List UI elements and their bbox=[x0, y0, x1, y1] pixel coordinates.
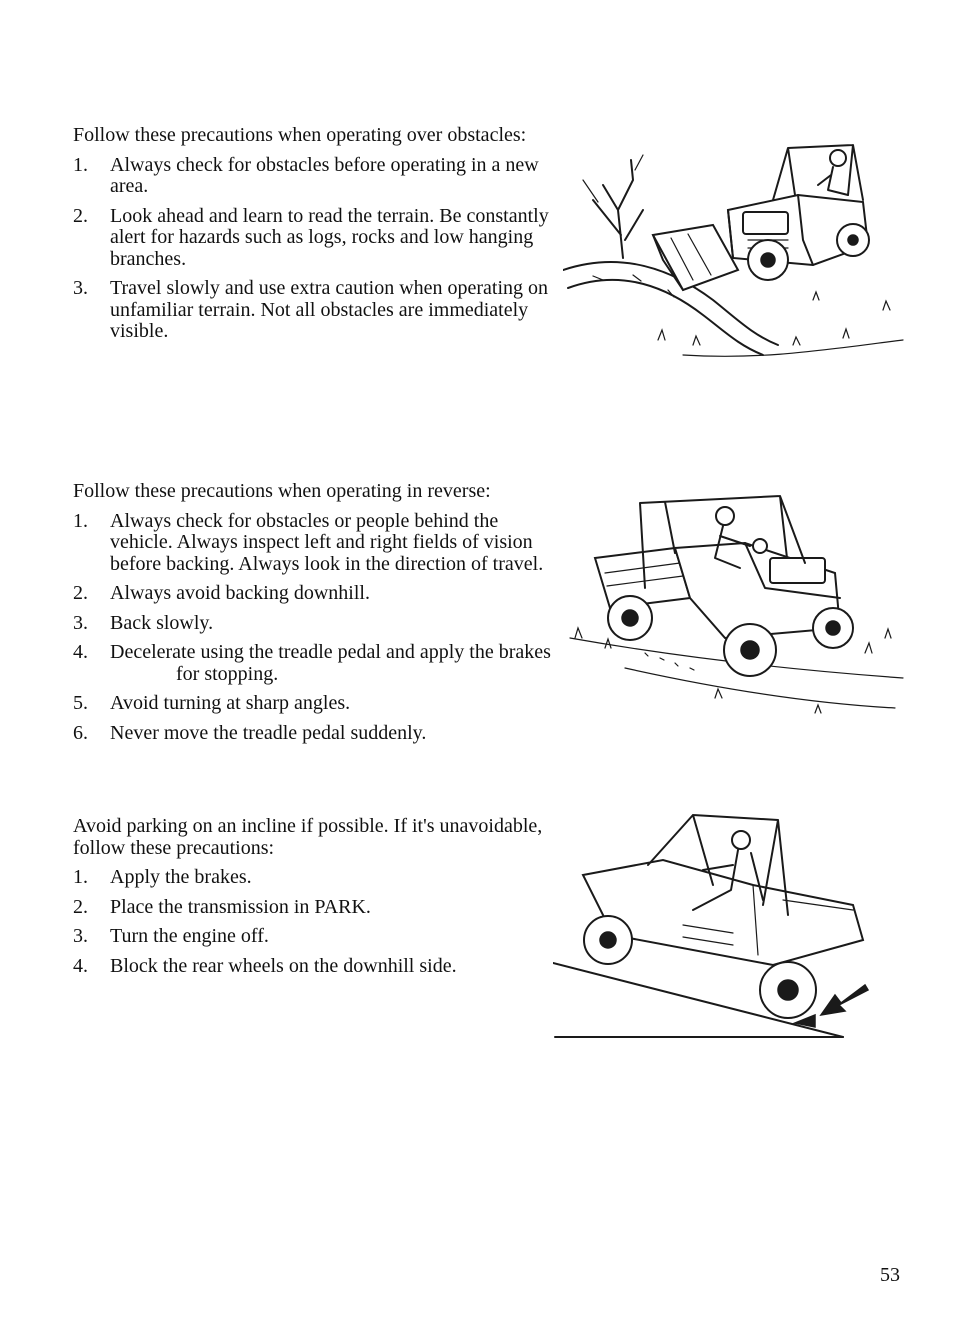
reverse-steps bbox=[73, 511, 551, 745]
utv-incline-parking-illustration bbox=[553, 805, 898, 1045]
list-item: 5. Avoid turning at sharp angles. bbox=[73, 692, 351, 714]
list-item: 4. Decelerate using the treadle pedal and apply the brakesfor stopping. bbox=[73, 641, 551, 685]
list-item: 2. Always avoid backing downhill. bbox=[73, 582, 370, 604]
reverse-section bbox=[73, 481, 551, 752]
obstacles-steps bbox=[73, 155, 551, 343]
obstacles-section bbox=[73, 125, 551, 351]
utv-reverse-illustration bbox=[565, 488, 907, 728]
list-item: 2. Place the transmission in PARK. bbox=[73, 895, 371, 918]
page-number: 53 bbox=[880, 1264, 900, 1286]
reverse-intro: Follow these precautions when operating in reverse: bbox=[73, 480, 491, 502]
parking-intro: Avoid parking on an incline if possible. If it's unavoidable, follow these precautions: bbox=[73, 815, 543, 859]
list-item: 3. Back slowly. bbox=[73, 611, 214, 634]
list-item: 3. Travel slowly and use extra caution when operating on unfamiliar terrain. Not all obstacles are immediately visible. bbox=[73, 277, 549, 342]
parking-steps bbox=[73, 867, 551, 977]
list-item: 6. Never move the treadle pedal suddenly. bbox=[73, 721, 427, 744]
list-item: 3. Turn the engine off. bbox=[73, 925, 269, 947]
list-item: 4. Block the rear wheels on the downhill side. bbox=[73, 954, 457, 977]
parking-section bbox=[73, 816, 551, 985]
list-item: 1. Apply the brakes. bbox=[73, 866, 252, 888]
list-item: 2. Look ahead and learn to read the terrain. Be constantly alert for hazards such as logs, rocks and low hanging branches. bbox=[73, 204, 549, 270]
list-item: 1. Always check for obstacles or people behind the vehicle. Always inspect left and right fields of vision before backing. Always look in the direction of travel. bbox=[73, 509, 544, 575]
list-item: 1. Always check for obstacles before operating in a new area. bbox=[73, 153, 539, 197]
obstacles-intro: Follow these precautions when operating over obstacles: bbox=[73, 124, 527, 146]
utv-obstacle-illustration bbox=[563, 140, 908, 365]
